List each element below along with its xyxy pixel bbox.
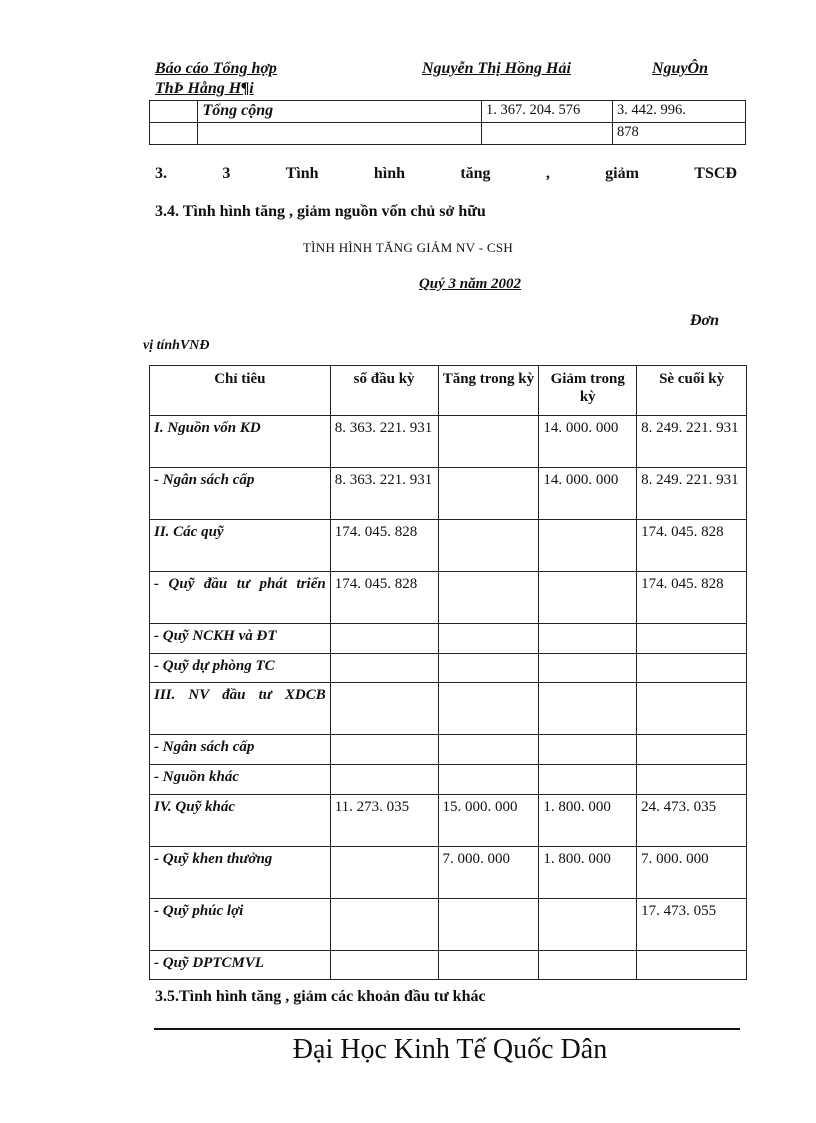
table-row xyxy=(150,468,747,520)
row-label: IV. Quỹ khác xyxy=(150,795,331,847)
closing-balance xyxy=(637,654,747,683)
top-total-table xyxy=(149,100,746,145)
decrease-in-period xyxy=(539,624,637,654)
closing-balance xyxy=(637,765,747,795)
closing-balance: 8. 249. 221. 931 xyxy=(637,468,747,520)
decrease-in-period xyxy=(539,572,637,624)
col-header-indicator: Chỉ tiêu xyxy=(150,366,331,416)
table-row xyxy=(150,847,747,899)
row-label: III. NV đầu tư XDCB xyxy=(150,683,331,735)
unit-label-cont: vị tínhVNĐ xyxy=(143,338,210,353)
increase-in-period xyxy=(438,683,539,735)
increase-in-period xyxy=(438,735,539,765)
table-row xyxy=(150,735,747,765)
report-period: Quý 3 năm 2002 xyxy=(418,276,522,292)
decrease-in-period: 14. 000. 000 xyxy=(539,468,637,520)
table-row xyxy=(150,416,747,468)
increase-in-period: 7. 000. 000 xyxy=(438,847,539,899)
opening-balance: 174. 045. 828 xyxy=(330,520,438,572)
report-title: TÌNH HÌNH TĂNG GIẢM NV - CSH xyxy=(302,240,514,255)
row-label: - Quỹ phúc lợi xyxy=(150,899,331,951)
col-header-increase: Tăng trong kỳ xyxy=(438,366,539,416)
total-value-2: 3. 442. 996. xyxy=(612,101,745,123)
row-label: - Ngân sách cấp xyxy=(150,735,331,765)
closing-balance: 17. 473. 055 xyxy=(637,899,747,951)
row-label: - Quỹ DPTCMVL xyxy=(150,951,331,980)
opening-balance xyxy=(330,765,438,795)
opening-balance: 174. 045. 828 xyxy=(330,572,438,624)
decrease-in-period xyxy=(539,654,637,683)
increase-in-period xyxy=(438,899,539,951)
decrease-in-period xyxy=(539,951,637,980)
increase-in-period: 15. 000. 000 xyxy=(438,795,539,847)
opening-balance xyxy=(330,951,438,980)
closing-balance xyxy=(637,683,747,735)
decrease-in-period: 1. 800. 000 xyxy=(539,847,637,899)
table-row xyxy=(150,951,747,980)
table-row xyxy=(150,654,747,683)
header-author-garbled: NguyÔn xyxy=(652,60,709,77)
table-row xyxy=(150,572,747,624)
decrease-in-period xyxy=(539,683,637,735)
row-label: - Nguồn khác xyxy=(150,765,331,795)
closing-balance: 174. 045. 828 xyxy=(637,572,747,624)
section-3-4-heading: 3.4. Tình hình tăng , giảm nguồn vốn chủ sở hữu xyxy=(155,203,486,220)
opening-balance xyxy=(330,899,438,951)
unit-label: Đơn xyxy=(690,312,720,329)
row-label: II. Các quỹ xyxy=(150,520,331,572)
col-header-decrease: Giảm trong kỳ xyxy=(539,366,637,416)
table-row xyxy=(150,520,747,572)
opening-balance xyxy=(330,683,438,735)
decrease-in-period: 14. 000. 000 xyxy=(539,416,637,468)
increase-in-period xyxy=(438,416,539,468)
closing-balance xyxy=(637,624,747,654)
closing-balance xyxy=(637,951,747,980)
table-row xyxy=(150,123,746,145)
table-row xyxy=(150,101,746,123)
opening-balance xyxy=(330,735,438,765)
section-3-3-heading: 3. 3 Tình hình tăng , giảm TSCĐ xyxy=(155,165,737,182)
footer-university: Đại Học Kinh Tế Quốc Dân xyxy=(292,1034,608,1065)
table-header-row xyxy=(150,366,747,416)
opening-balance xyxy=(330,624,438,654)
closing-balance: 8. 249. 221. 931 xyxy=(637,416,747,468)
increase-in-period xyxy=(438,654,539,683)
opening-balance: 8. 363. 221. 931 xyxy=(330,416,438,468)
row-label: I. Nguồn vốn KD xyxy=(150,416,331,468)
table-row xyxy=(150,624,747,654)
table-row xyxy=(150,795,747,847)
row-label: - Quỹ NCKH và ĐT xyxy=(150,624,331,654)
row-label: - Quỹ đầu tư phát triển xyxy=(150,572,331,624)
table-row xyxy=(150,765,747,795)
closing-balance: 7. 000. 000 xyxy=(637,847,747,899)
increase-in-period xyxy=(438,468,539,520)
opening-balance xyxy=(330,847,438,899)
increase-in-period xyxy=(438,572,539,624)
increase-in-period xyxy=(438,765,539,795)
row-label: - Quỹ khen thưởng xyxy=(150,847,331,899)
opening-balance xyxy=(330,654,438,683)
section-3-5-heading: 3.5.Tình hình tăng , giảm các khoản đầu tư khác xyxy=(155,988,486,1005)
footer-divider xyxy=(154,1028,740,1030)
table-row xyxy=(150,899,747,951)
equity-change-table xyxy=(149,365,747,980)
total-value-1: 1. 367. 204. 576 xyxy=(482,101,613,123)
decrease-in-period xyxy=(539,520,637,572)
table-row xyxy=(150,683,747,735)
total-label: Tổng cộng xyxy=(198,101,482,123)
col-header-closing: Sè cuối kỳ xyxy=(637,366,747,416)
col-header-opening: số đầu kỳ xyxy=(330,366,438,416)
row-label: - Ngân sách cấp xyxy=(150,468,331,520)
decrease-in-period xyxy=(539,735,637,765)
increase-in-period xyxy=(438,520,539,572)
decrease-in-period: 1. 800. 000 xyxy=(539,795,637,847)
decrease-in-period xyxy=(539,765,637,795)
decrease-in-period xyxy=(539,899,637,951)
closing-balance: 174. 045. 828 xyxy=(637,520,747,572)
row-label: - Quỹ dự phòng TC xyxy=(150,654,331,683)
closing-balance xyxy=(637,735,747,765)
increase-in-period xyxy=(438,951,539,980)
opening-balance: 11. 273. 035 xyxy=(330,795,438,847)
opening-balance: 8. 363. 221. 931 xyxy=(330,468,438,520)
closing-balance: 24. 473. 035 xyxy=(637,795,747,847)
header-report-title: Báo cáo Tổng hợp xyxy=(155,60,277,77)
total-value-2-cont: 878 xyxy=(612,123,745,145)
increase-in-period xyxy=(438,624,539,654)
header-author: Nguyễn Thị Hồng Hải xyxy=(422,60,571,77)
header-author-garbled-line2: ThÞ Hång H¶i xyxy=(155,80,254,97)
